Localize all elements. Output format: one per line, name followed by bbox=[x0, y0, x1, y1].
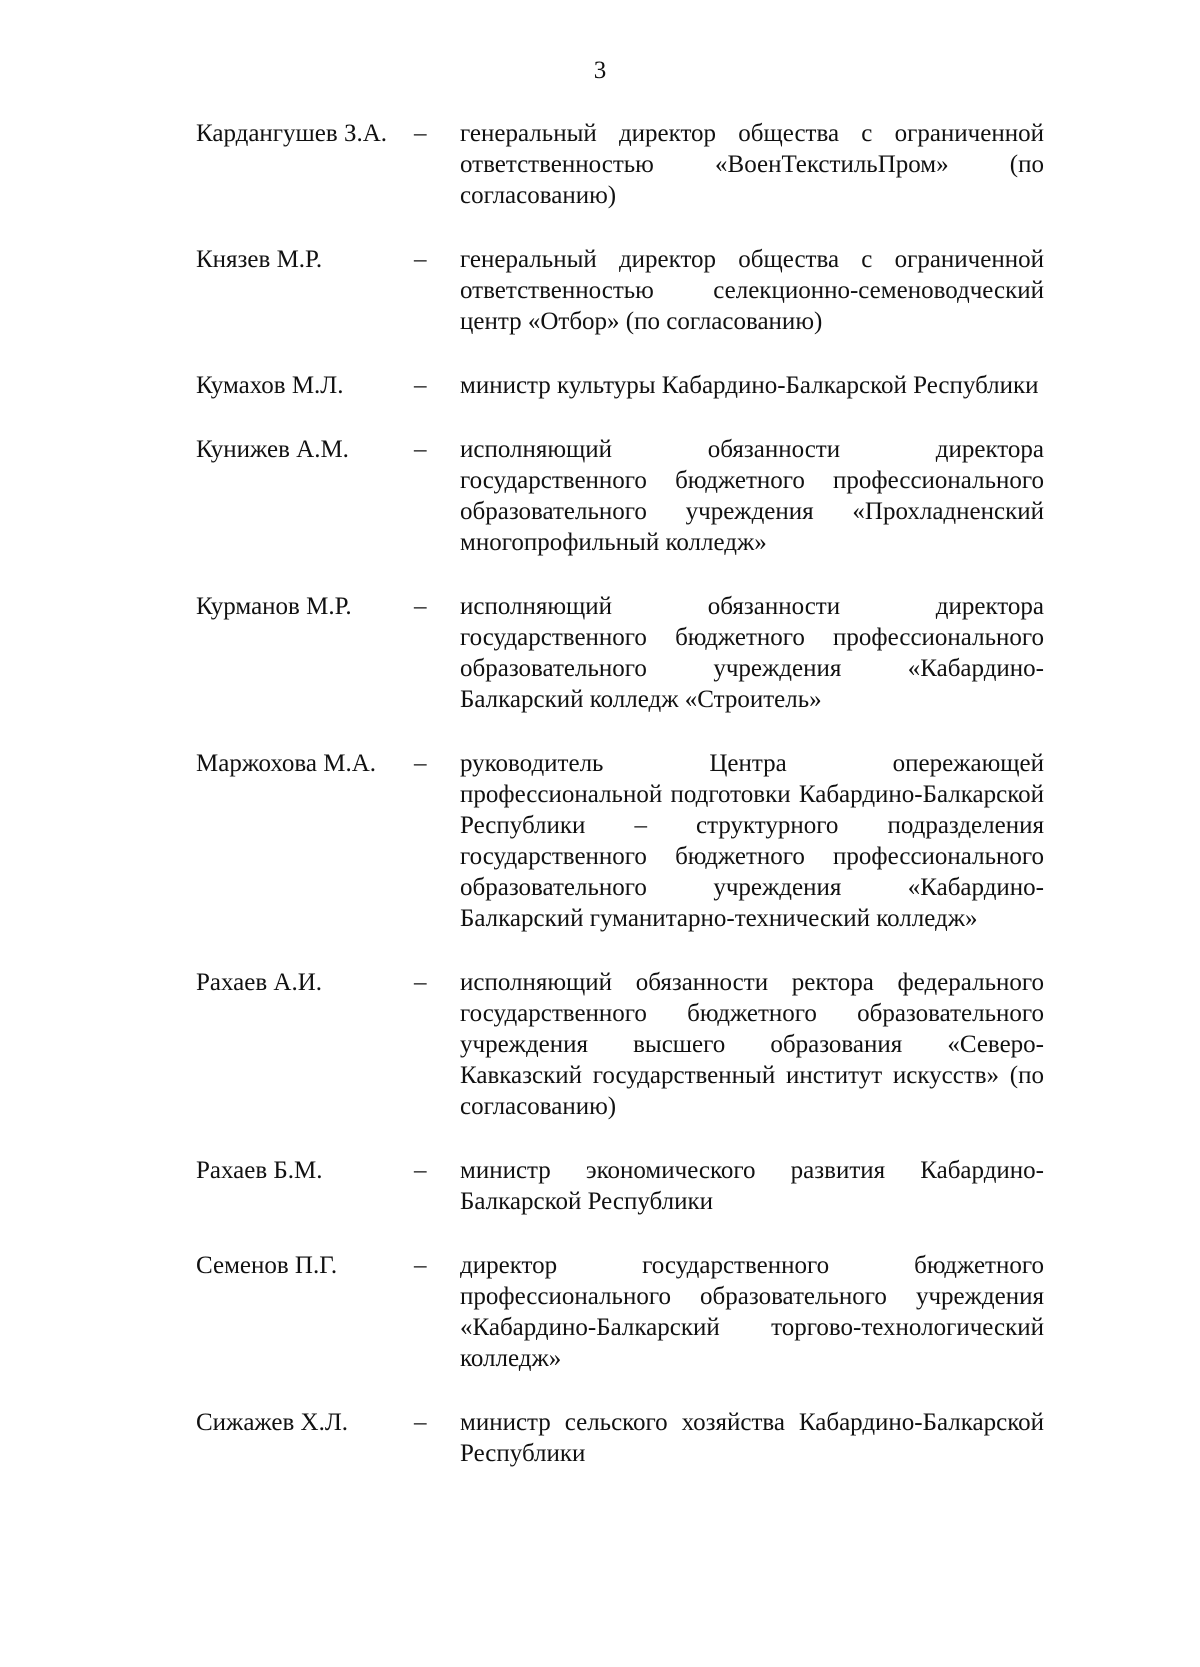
dash-separator: – bbox=[414, 246, 427, 273]
dash-separator: – bbox=[414, 372, 427, 399]
member-name: Рахаев А.И. bbox=[196, 969, 323, 996]
dash-separator: – bbox=[414, 120, 427, 147]
dash-separator: – bbox=[414, 969, 427, 996]
member-name: Маржохова М.А. bbox=[196, 750, 377, 777]
member-position: руководитель Центра опережающей профессиональной подготовки Кабардино-Балкарской Республики – структурного подразделения государственного бюджетного профессионального образовательного учреждения «Кабардино-Балкарский гуманитарно-технический колледж» bbox=[460, 750, 1044, 932]
list-item bbox=[196, 244, 1044, 337]
member-position: министр культуры Кабардино-Балкарской Республики bbox=[460, 372, 1039, 399]
dash-separator: – bbox=[414, 436, 427, 463]
member-position: исполняющий обязанности директора государственного бюджетного профессионального образовательного учреждения «Кабардино-Балкарский колледж «Строитель» bbox=[460, 593, 1044, 713]
member-position: министр экономического развития Кабардино-Балкарской Республики bbox=[460, 1157, 1044, 1215]
member-name: Курманов М.Р. bbox=[196, 593, 352, 620]
member-name: Кумахов М.Л. bbox=[196, 372, 344, 399]
list-item bbox=[196, 434, 1044, 558]
member-name: Кардангушев З.А. bbox=[196, 120, 388, 147]
dash-separator: – bbox=[414, 1157, 427, 1184]
member-position: генеральный директор общества с ограниченной ответственностью селекционно-семеноводческий центр «Отбор» (по согласованию) bbox=[460, 246, 1044, 335]
list-item bbox=[196, 967, 1044, 1122]
list-item bbox=[196, 1250, 1044, 1374]
member-name: Рахаев Б.М. bbox=[196, 1157, 323, 1184]
member-position: исполняющий обязанности директора государственного бюджетного профессионального образовательного учреждения «Прохладненский многопрофильный колледж» bbox=[460, 436, 1044, 556]
list-item bbox=[196, 1155, 1044, 1217]
page-number: 3 bbox=[593, 57, 607, 84]
member-name: Семенов П.Г. bbox=[196, 1252, 338, 1279]
dash-separator: – bbox=[414, 750, 427, 777]
member-list bbox=[196, 118, 1044, 1502]
dash-separator: – bbox=[414, 1252, 427, 1279]
member-position: министр сельского хозяйства Кабардино-Балкарской Республики bbox=[460, 1409, 1044, 1467]
list-item bbox=[196, 118, 1044, 211]
member-position: генеральный директор общества с ограниченной ответственностью «ВоенТекстильПром» (по согласованию) bbox=[460, 120, 1044, 209]
list-item bbox=[196, 748, 1044, 934]
member-position: исполняющий обязанности ректора федерального государственного бюджетного образовательного учреждения высшего образования «Северо-Кавказский государственный институт искусств» (по согласованию) bbox=[460, 969, 1044, 1120]
member-name: Сижажев Х.Л. bbox=[196, 1409, 349, 1436]
list-item bbox=[196, 591, 1044, 715]
member-name: Князев М.Р. bbox=[196, 246, 323, 273]
dash-separator: – bbox=[414, 593, 427, 620]
dash-separator: – bbox=[414, 1409, 427, 1436]
list-item bbox=[196, 1407, 1044, 1469]
member-name: Кунижев А.М. bbox=[196, 436, 349, 463]
list-item bbox=[196, 370, 1044, 401]
member-position: директор государственного бюджетного профессионального образовательного учреждения «Кабардино-Балкарский торгово-технологический колледж» bbox=[460, 1252, 1044, 1372]
